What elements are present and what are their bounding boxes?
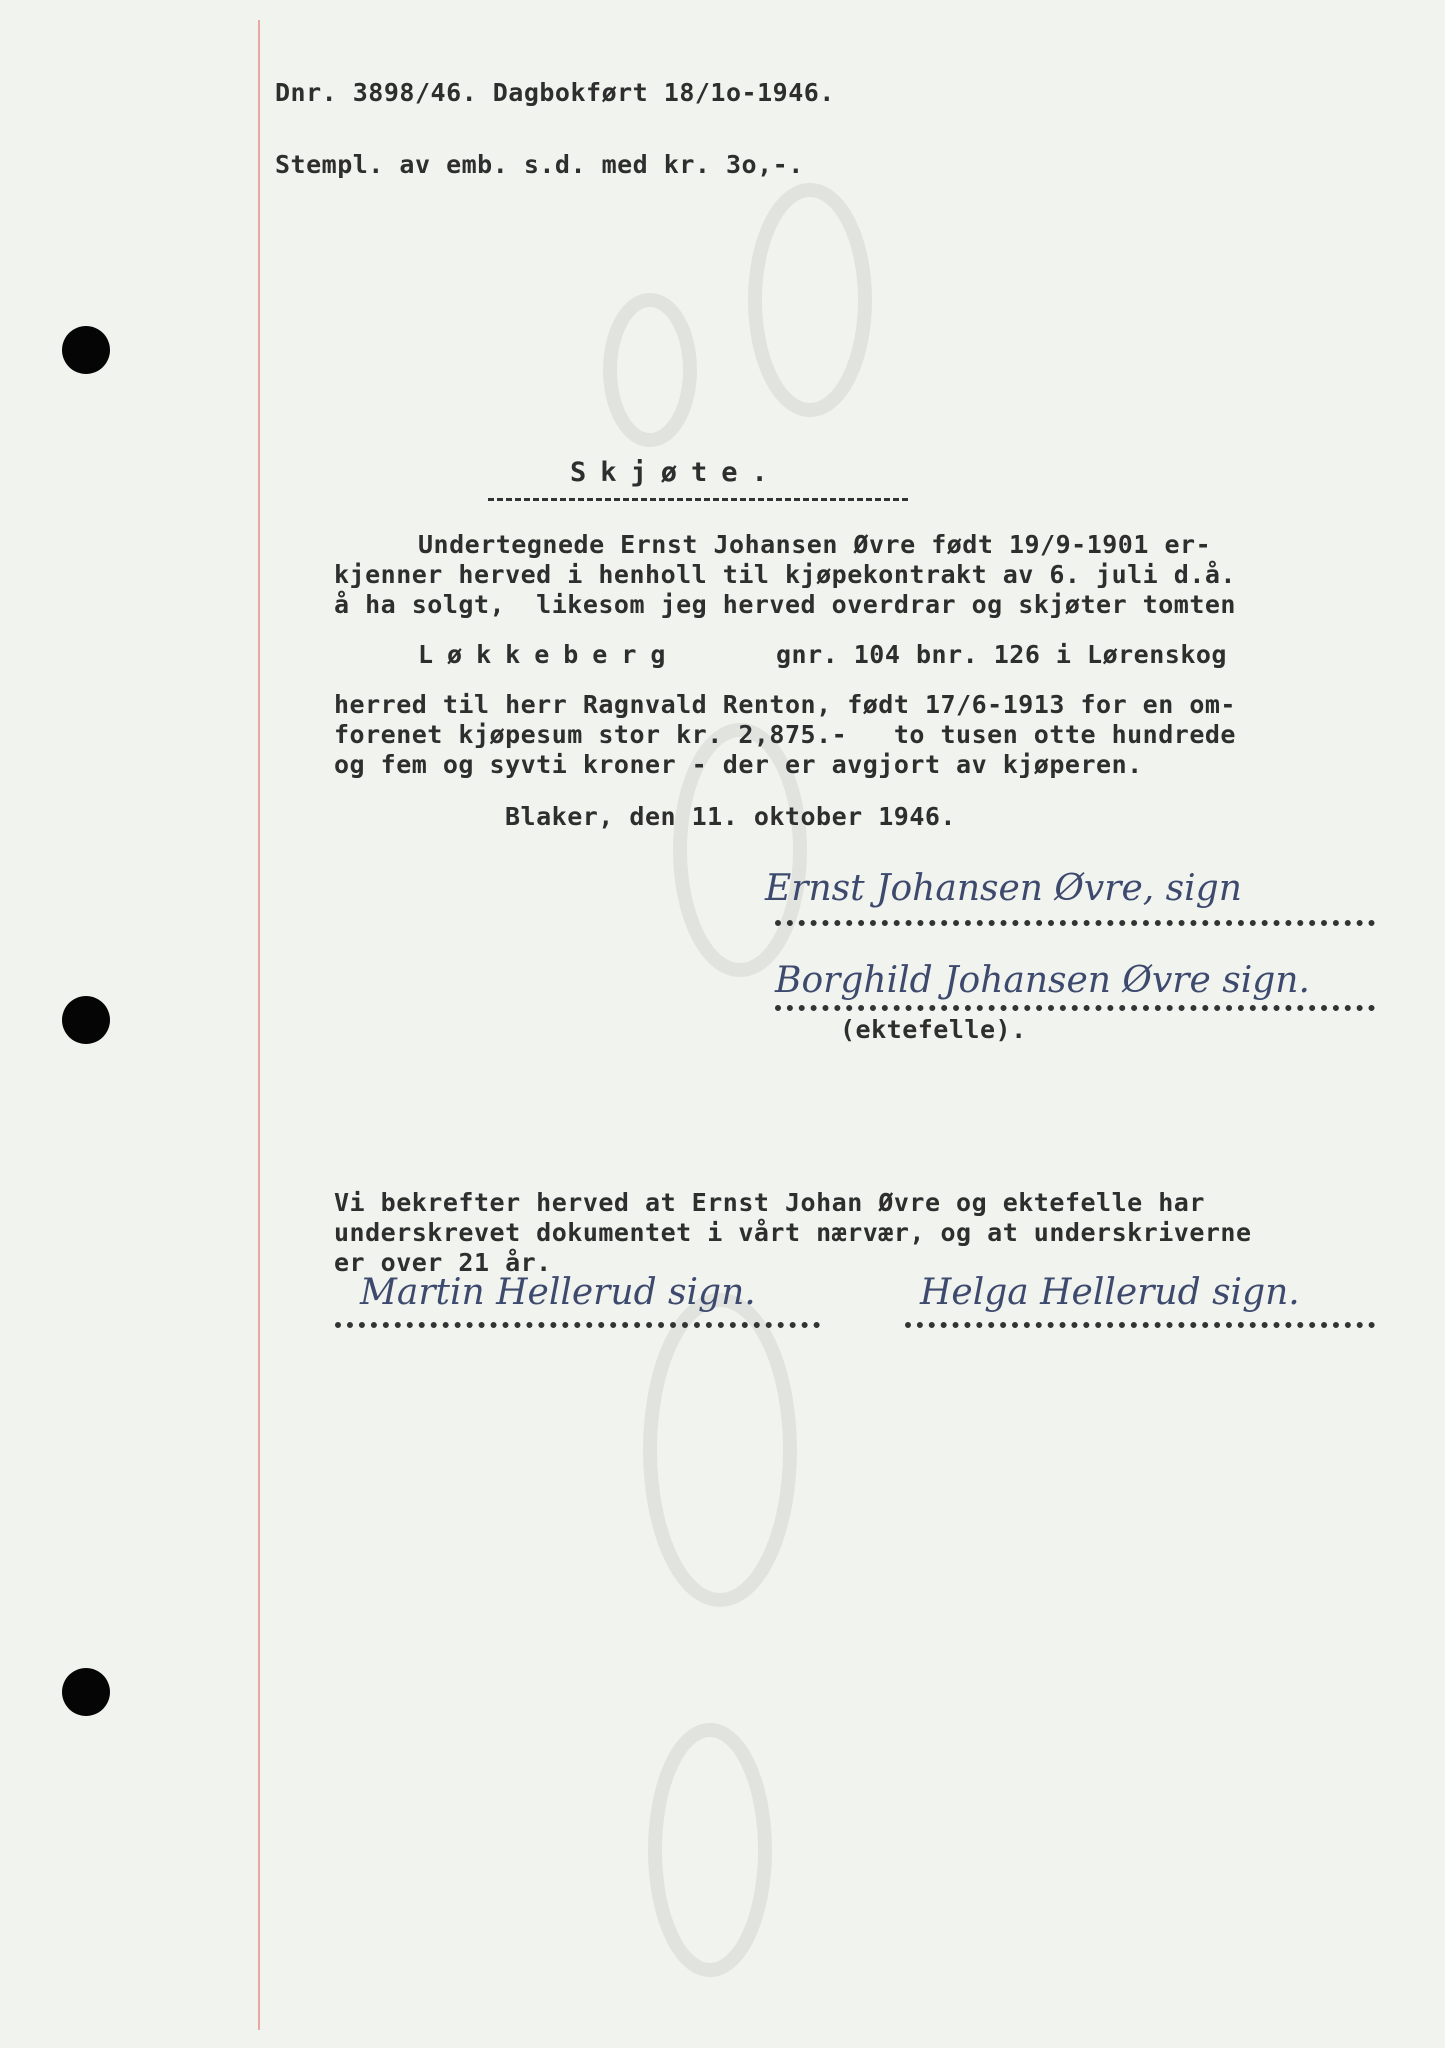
signature-line <box>775 1005 1375 1011</box>
punch-hole <box>62 1668 110 1716</box>
signature-line <box>775 920 1375 926</box>
body-line-5: herred til herr Ragnvald Renton, født 17/6-1913 for en om- <box>334 690 1236 719</box>
witness-line-2: underskrevet dokumentet i vårt nærvær, og at underskriverne <box>334 1218 1252 1247</box>
body-line-1: Undertegnede Ernst Johansen Øvre født 19/9-1901 er- <box>418 530 1212 559</box>
witness-line-1: Vi bekrefter herved at Ernst Johan Øvre og ektefelle har <box>334 1188 1205 1217</box>
margin-line <box>258 20 260 2030</box>
bleed-through-watermark <box>560 150 920 2048</box>
property-name: Løkkeberg <box>418 640 680 669</box>
signature-line <box>905 1322 1375 1328</box>
stamp-duty-line: Stempl. av emb. s.d. med kr. 3o,-. <box>275 150 804 179</box>
signature-line <box>335 1322 820 1328</box>
property-cadastral: gnr. 104 bnr. 126 i Lørenskog <box>776 640 1227 669</box>
place-date: Blaker, den 11. oktober 1946. <box>505 802 956 831</box>
body-line-6: forenet kjøpesum stor kr. 2,875.- to tusen otte hundrede <box>334 720 1236 749</box>
punch-hole <box>62 996 110 1044</box>
body-line-3: å ha solgt, likesom jeg herved overdrar og skjøter tomten <box>334 590 1236 619</box>
seller-signature: Ernst Johansen Øvre, sign <box>765 868 1242 909</box>
spouse-signature: Borghild Johansen Øvre sign. <box>775 960 1310 1001</box>
punch-hole <box>62 326 110 374</box>
witness-line-3: er over 21 år. <box>334 1248 552 1277</box>
witness-signature-1: Martin Hellerud sign. <box>360 1272 756 1313</box>
document-title: Skjøte. <box>570 457 782 488</box>
spouse-caption: (ektefelle). <box>840 1015 1027 1044</box>
body-line-2: kjenner herved i henholl til kjøpekontrakt av 6. juli d.å. <box>334 560 1236 589</box>
title-underline <box>488 498 908 501</box>
body-line-7: og fem og syvti kroner - der er avgjort av kjøperen. <box>334 750 1143 779</box>
witness-signature-2: Helga Hellerud sign. <box>920 1272 1300 1313</box>
journal-number-line: Dnr. 3898/46. Dagbokført 18/1o-1946. <box>275 78 835 107</box>
